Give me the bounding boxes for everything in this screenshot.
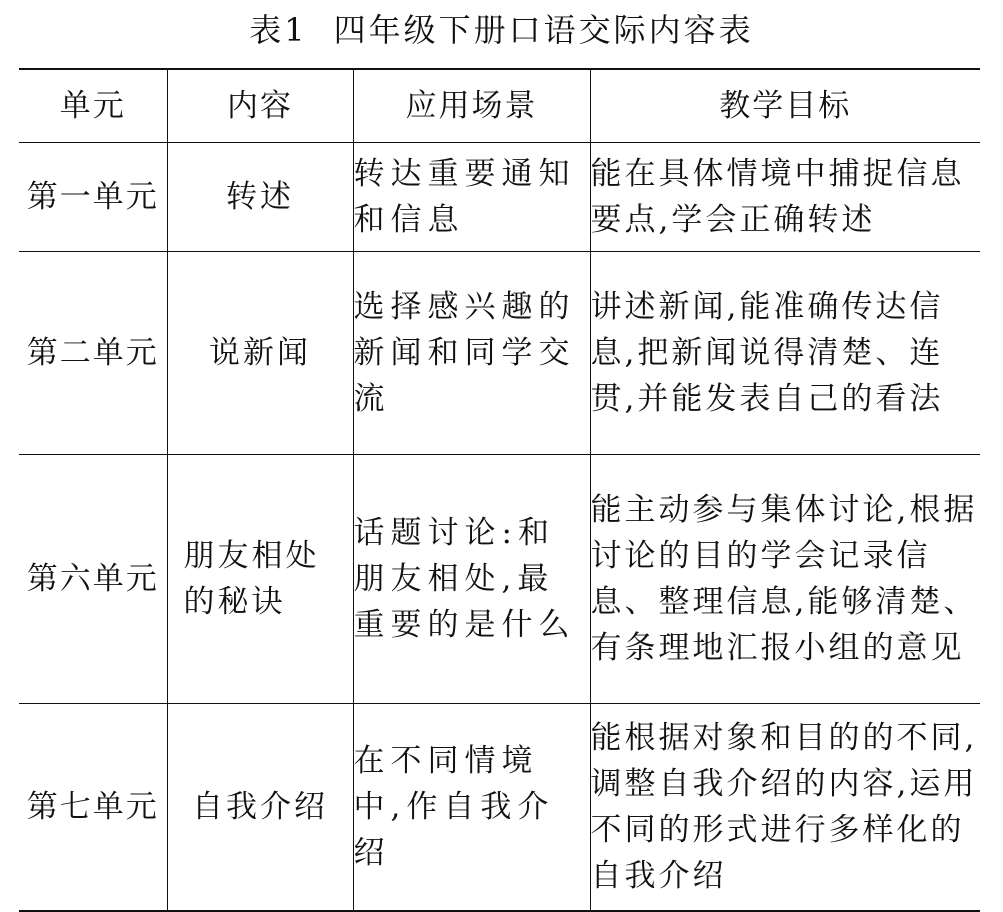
scene-cell: 转达重要通知和信息 xyxy=(353,143,590,252)
table-row xyxy=(19,704,980,912)
unit-cell: 第七单元 xyxy=(19,704,167,912)
table-row xyxy=(19,455,980,704)
goal-cell: 能根据对象和目的的不同,调整自我介绍的内容,运用不同的形式进行多样化的自我介绍 xyxy=(590,704,980,912)
header-row xyxy=(19,69,980,143)
goal-cell: 讲述新闻,能准确传达信息,把新闻说得清楚、连贯,并能发表自己的看法 xyxy=(590,252,980,455)
content-cell: 转述 xyxy=(167,143,353,252)
unit-cell: 第二单元 xyxy=(19,252,167,455)
table-caption xyxy=(0,10,1003,50)
header-goal: 教学目标 xyxy=(590,69,980,143)
header-unit: 单元 xyxy=(19,69,167,143)
scene-cell: 话题讨论:和朋友相处,最重要的是什么 xyxy=(353,455,590,704)
unit-cell: 第六单元 xyxy=(19,455,167,704)
header-content: 内容 xyxy=(167,69,353,143)
header-scene: 应用场景 xyxy=(353,69,590,143)
scene-cell: 在不同情境中,作自我介绍 xyxy=(353,704,590,912)
content-cell: 说新闻 xyxy=(167,252,353,455)
scene-cell: 选择感兴趣的新闻和同学交流 xyxy=(353,252,590,455)
table-row xyxy=(19,143,980,252)
table-row xyxy=(19,252,980,455)
content-cell: 自我介绍 xyxy=(167,704,353,912)
oral-communication-table xyxy=(19,68,980,912)
table-number: 表1 xyxy=(249,11,308,49)
content-cell: 朋友相处的秘诀 xyxy=(167,455,353,704)
goal-cell: 能主动参与集体讨论,根据讨论的目的学会记录信息、整理信息,能够清楚、有条理地汇报小组的意见 xyxy=(590,455,980,704)
goal-cell: 能在具体情境中捕捉信息要点,学会正确转述 xyxy=(590,143,980,252)
unit-cell: 第一单元 xyxy=(19,143,167,252)
table-title: 四年级下册口语交际内容表 xyxy=(333,11,754,49)
